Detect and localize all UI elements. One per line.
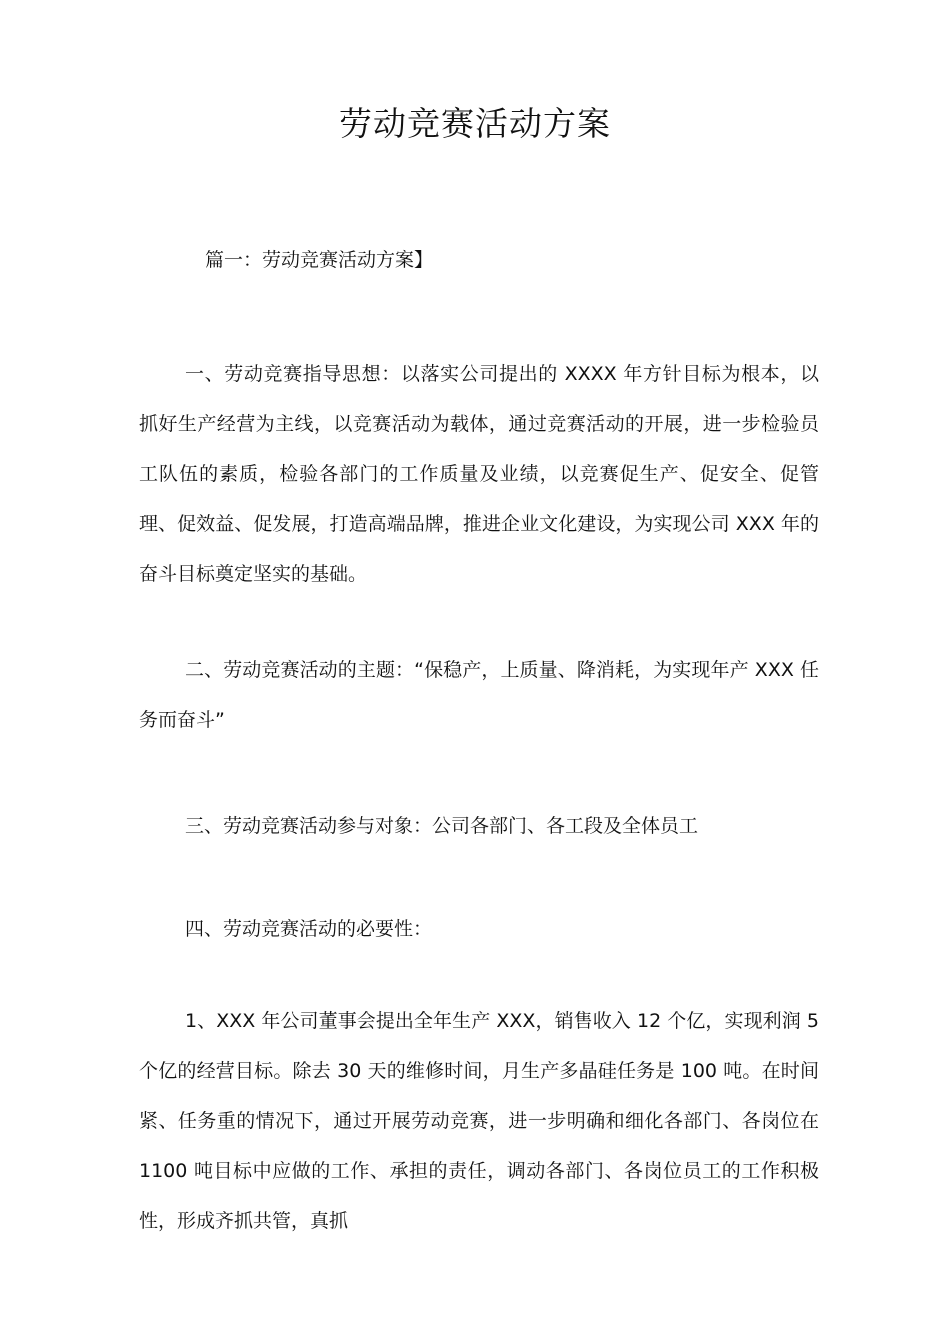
paragraph-participants: 三、劳动竞赛活动参与对象：公司各部门、各工段及全体员工 xyxy=(185,815,699,837)
document-subtitle: 篇一：劳动竞赛活动方案】 xyxy=(205,249,434,271)
paragraph-necessity-heading: 四、劳动竞赛活动的必要性： xyxy=(185,918,433,940)
paragraph-guiding-ideology: 一、劳动竞赛指导思想：以落实公司提出的 XXXX 年方针目标为根本，以抓好生产经营为主线，以竞赛活动为载体，通过竞赛活动的开展，进一步检验员工队伍的素质，检验各部门的工作质量及业绩，以竞赛促生产、促安全、促管理、促效益、促发展，打造高端品牌，推进企业文化建设，为实现公司 XXX 年的奋斗目标奠定坚实的基础。 xyxy=(139,363,819,585)
document-title: 劳动竞赛活动方案 xyxy=(339,104,611,143)
paragraph-necessity-item-1: 1、XXX 年公司董事会提出全年生产 XXX，销售收入 12 个亿，实现利润 5 个亿的经营目标。除去 30 天的维修时间，月生产多晶硅任务是 100 吨。在时间紧、任务重的情况下，通过开展劳动竞赛，进一步明确和细化各部门、各岗位在 1100 吨目标中应做的工作、承担的责任，调动各部门、各岗位员工的工作积极性，形成齐抓共管，真抓 xyxy=(139,1010,819,1232)
paragraph-theme: 二、劳动竞赛活动的主题：“保稳产，上质量、降消耗，为实现年产 XXX 任务而奋斗” xyxy=(139,659,819,731)
